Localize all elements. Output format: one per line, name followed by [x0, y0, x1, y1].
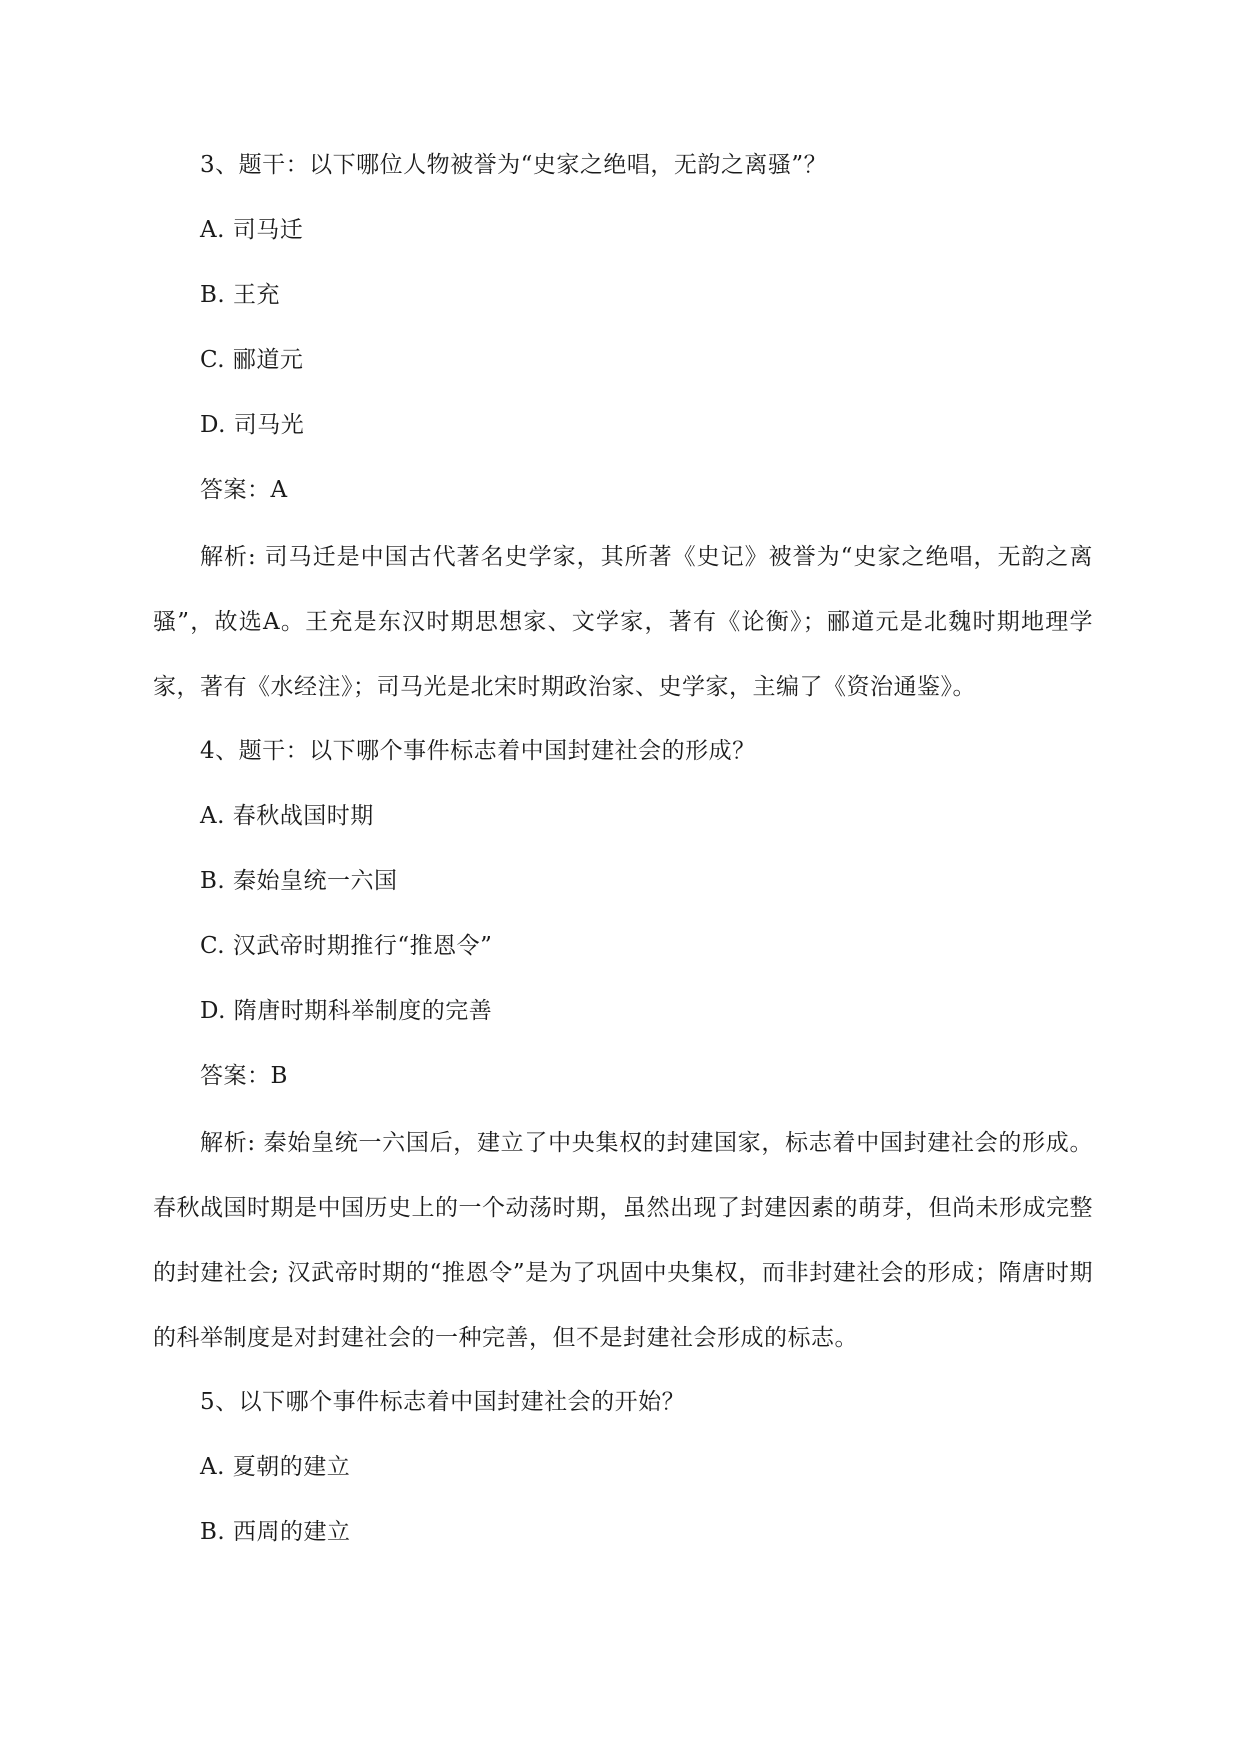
question-5-option-a: A. 夏朝的建立 — [200, 1454, 351, 1480]
question-3-answer: 答案：A — [200, 477, 288, 503]
question-4-option-d: D. 隋唐时期科举制度的完善 — [200, 998, 493, 1024]
question-4-analysis: 解析: 秦始皇统一六国后，建立了中央集权的封建国家，标志着中国封建社会的形成。春秋战国时期是中国历史上的一个动荡时期，虽然出现了封建因素的萌芽，但尚未形成完整的封建社会; 汉武帝时期的“推恩令”是为了巩固中央集权，而非封建社会的形成；隋唐时期的科举制度是对封建社会的一种完善，但不是封建社会形成的标志。 — [153, 1130, 1093, 1351]
question-5-stem: 5、以下哪个事件标志着中国封建社会的开始？ — [200, 1389, 686, 1415]
question-3-option-d: D. 司马光 — [200, 412, 305, 438]
question-3-option-a: A. 司马迁 — [200, 217, 304, 243]
question-5-option-b: B. 西周的建立 — [200, 1519, 351, 1545]
question-3-option-b: B. 王充 — [200, 282, 281, 308]
question-3-analysis: 解析: 司马迁是中国古代著名史学家，其所著《史记》被誉为“史家之绝唱，无韵之离骚”，故选A。王充是东汉时期思想家、文学家，著有《论衡》；郦道元是北魏时期地理学家，著有《水经注》；司马光是北宋时期政治家、史学家，主编了《资治通鉴》。 — [153, 544, 1093, 700]
question-3-option-c: C. 郦道元 — [200, 347, 304, 373]
question-4-answer: 答案：B — [200, 1063, 288, 1089]
question-4-option-a: A. 春秋战国时期 — [200, 803, 374, 829]
question-4-option-b: B. 秦始皇统一六国 — [200, 868, 398, 894]
question-3-stem: 3、题干：以下哪位人物被誉为“史家之绝唱，无韵之离骚”？ — [200, 152, 828, 178]
question-4-stem: 4、题干：以下哪个事件标志着中国封建社会的形成？ — [200, 738, 756, 764]
question-4-option-c: C. 汉武帝时期推行“推恩令” — [200, 933, 493, 959]
